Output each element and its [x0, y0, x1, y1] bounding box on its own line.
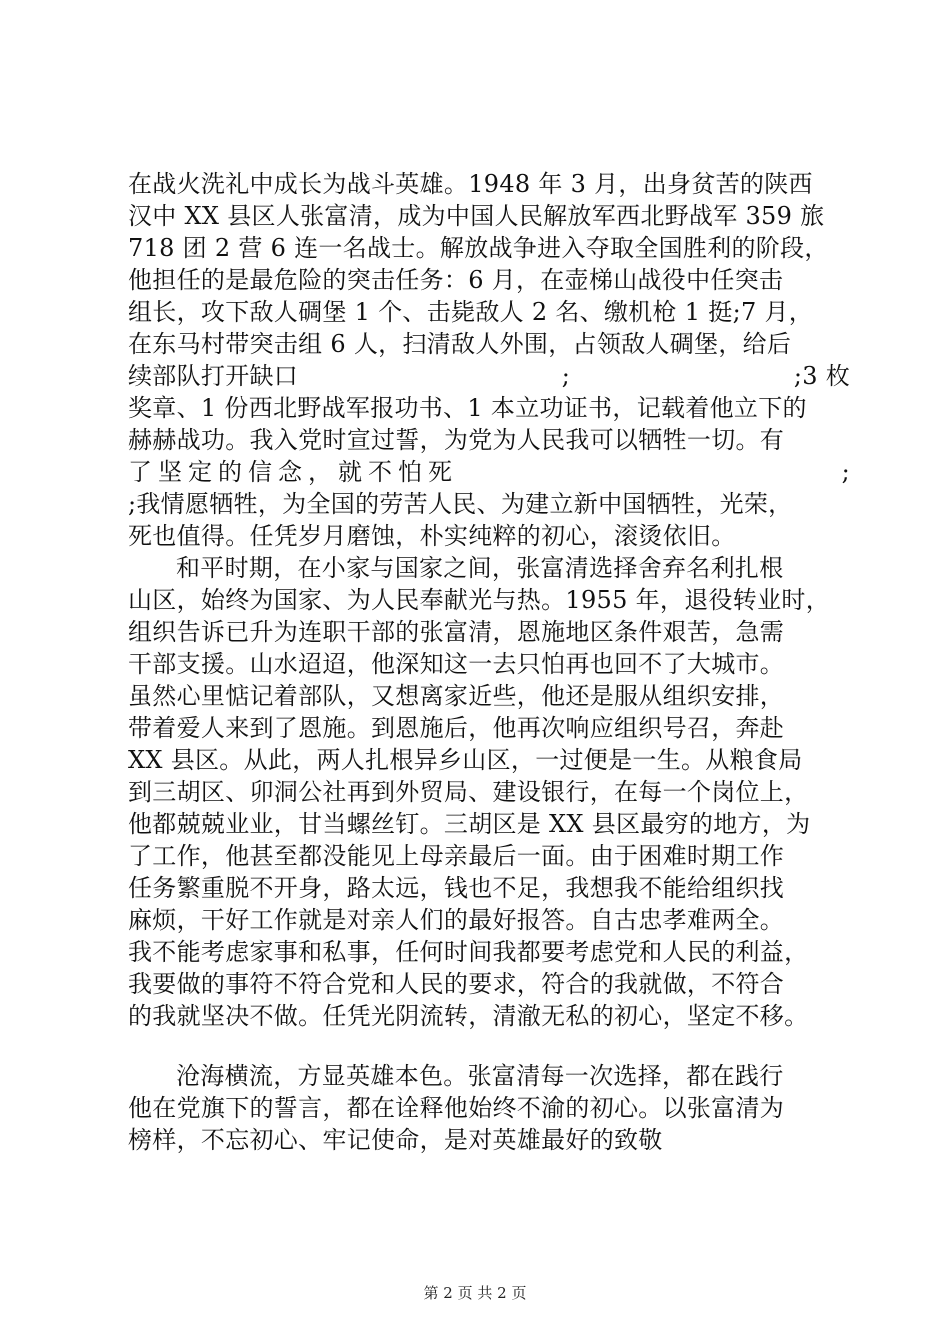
- paragraph-1: [128, 168, 850, 552]
- text-line: 我不能考虑家事和私事，任何时间我都要考虑党和人民的利益，: [128, 938, 809, 966]
- text-line: 赫赫战功。我入党时宣过誓，为党为人民我可以牺牲一切。有: [128, 426, 785, 454]
- text-fragment: ;: [841, 458, 850, 486]
- body-text: [128, 168, 850, 1156]
- text-line: 奖章、1 份西北野战军报功书、1 本立功证书，记载着他立下的: [128, 394, 807, 422]
- text-line: 在东马村带突击组 6 人，扫清敌人外围，占领敌人碉堡，给后: [128, 330, 792, 358]
- paragraph-spacer: [128, 1032, 850, 1060]
- paragraph-3: [128, 1060, 850, 1156]
- text-line: 他都兢兢业业，甘当螺丝钉。三胡区是 XX 县区最穷的地方，为: [128, 810, 811, 838]
- text-line: 汉中 XX 县区人张富清，成为中国人民解放军西北野战军 359 旅: [128, 202, 825, 230]
- text-line: 山区，始终为国家、为人民奉献光与热。1955 年，退役转业时，: [128, 586, 831, 614]
- text-line: 干部支援。山水迢迢，他深知这一去只怕再也回不了大城市。: [128, 650, 785, 678]
- text-line: 带着爱人来到了恩施。到恩施后，他再次响应组织号召，奔赴: [128, 714, 785, 742]
- text-line: 任务繁重脱不开身，路太远，钱也不足，我想我不能给组织找: [128, 874, 785, 902]
- text-fragment: 了坚定的信念，就不怕死: [128, 458, 458, 486]
- text-line: ;我情愿牺牲，为全国的劳苦人民、为建立新中国牺牲，光荣，: [128, 490, 793, 518]
- text-line: 组织告诉已升为连职干部的张富清，恩施地区条件艰苦，急需: [128, 618, 785, 646]
- text-line: 虽然心里惦记着部队，又想离家近些，他还是服从组织安排，: [128, 682, 785, 710]
- text-line: 榜样，不忘初心、牢记使命，是对英雄最好的致敬: [128, 1126, 663, 1154]
- text-line: 沧海横流，方显英雄本色。张富清每一次选择，都在践行: [176, 1062, 784, 1090]
- text-line-gapped: [128, 456, 850, 488]
- text-fragment: ;: [561, 362, 571, 390]
- text-line: 他在党旗下的誓言，都在诠释他始终不渝的初心。以张富清为: [128, 1094, 785, 1122]
- text-line: 的我就坚决不做。任凭光阴流转，清澈无私的初心，坚定不移。: [128, 1002, 809, 1030]
- text-line: 了工作，他甚至都没能见上母亲最后一面。由于困难时期工作: [128, 842, 785, 870]
- paragraph-2: [128, 552, 850, 1032]
- text-line: XX 县区。从此，两人扎根异乡山区，一过便是一生。从粮食局: [128, 746, 803, 774]
- text-line: 他担任的是最危险的突击任务：6 月，在壶梯山战役中任突击: [128, 266, 784, 294]
- text-line: 和平时期，在小家与国家之间，张富清选择舍弃名利扎根: [176, 554, 784, 582]
- text-fragment: 续部队打开缺口: [128, 362, 299, 390]
- text-line: 组长，攻下敌人碉堡 1 个、击毙敌人 2 名、缴机枪 1 挺;7 月，: [128, 298, 814, 326]
- text-line: 718 团 2 营 6 连一名战士。解放战争进入夺取全国胜利的阶段，: [128, 234, 829, 262]
- text-fragment: ;3 枚: [793, 362, 850, 390]
- text-line: 在战火洗礼中成长为战斗英雄。1948 年 3 月，出身贫苦的陕西: [128, 170, 813, 198]
- page-number-footer: 第 2 页 共 2 页: [423, 1284, 527, 1302]
- text-line-gapped: [128, 360, 850, 392]
- text-line: 到三胡区、卯洞公社再到外贸局、建设银行，在每一个岗位上，: [128, 778, 809, 806]
- text-line: 麻烦，干好工作就是对亲人们的最好报答。自古忠孝难两全。: [128, 906, 785, 934]
- text-line: 死也值得。任凭岁月磨蚀，朴实纯粹的初心，滚烫依旧。: [128, 522, 736, 550]
- text-line: 我要做的事符不符合党和人民的要求，符合的我就做，不符合: [128, 970, 785, 998]
